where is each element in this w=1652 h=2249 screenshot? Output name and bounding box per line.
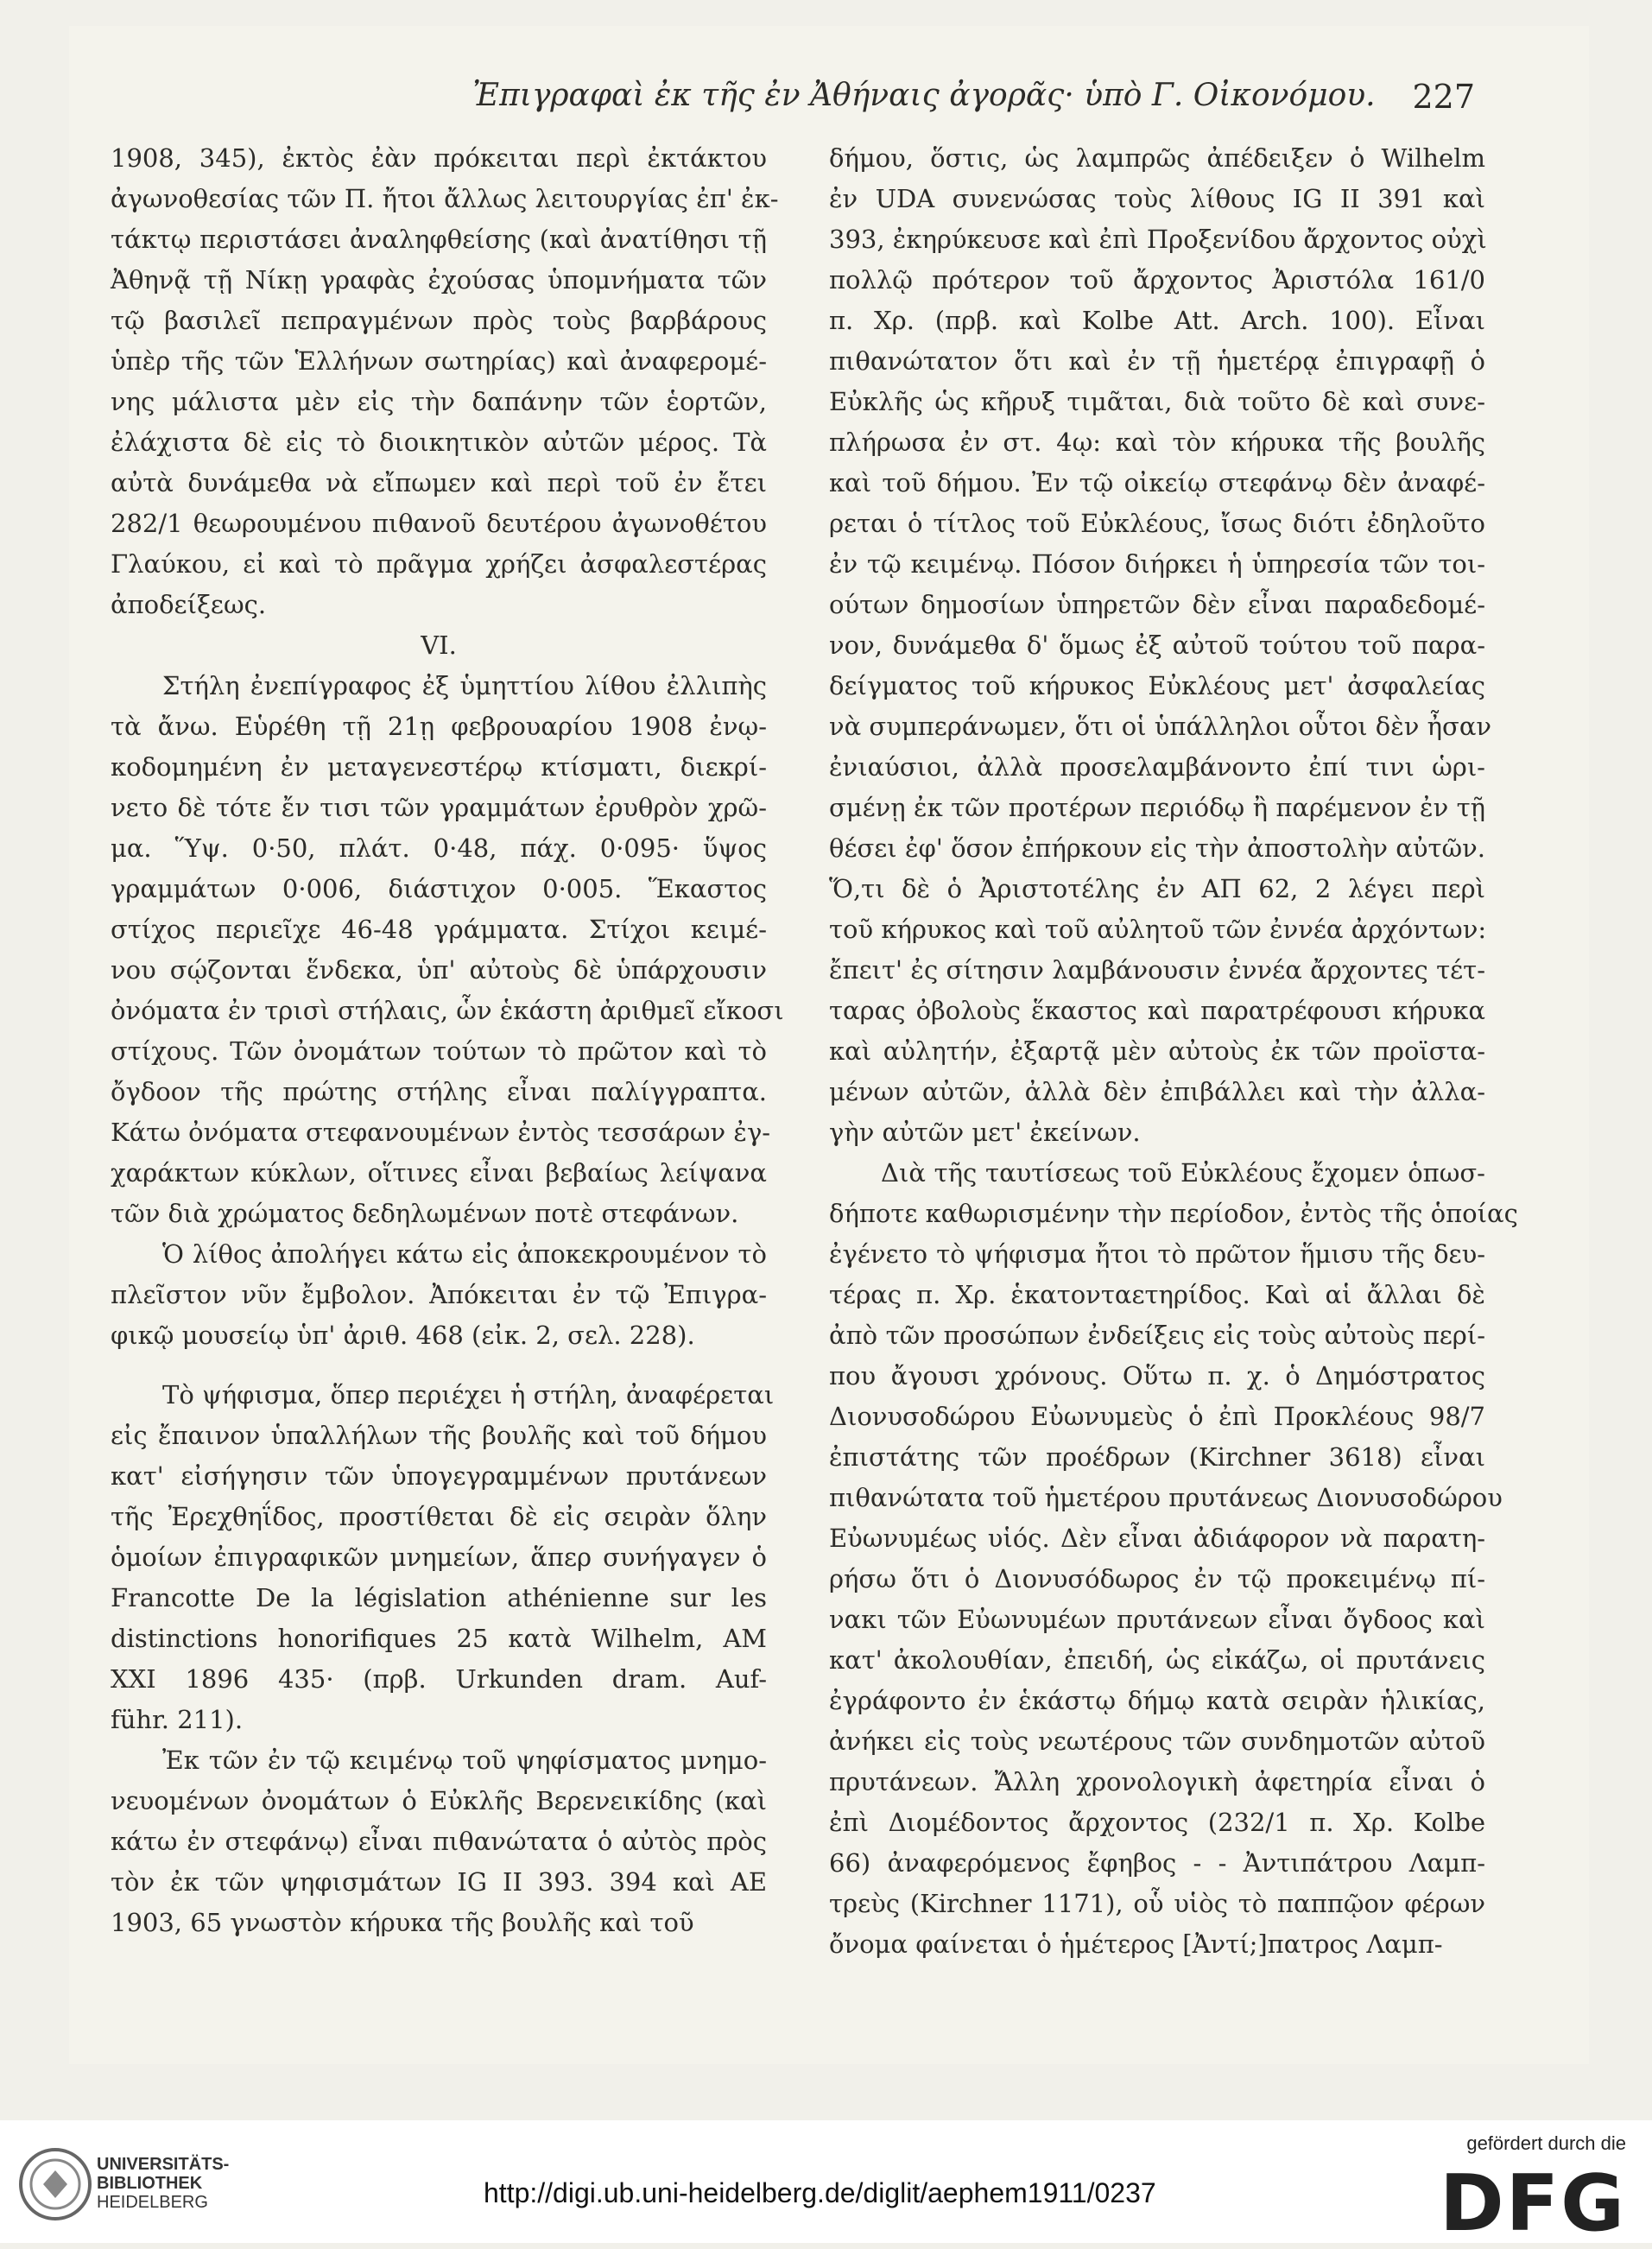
text-line: distinctions honorifiques 25 κατὰ Wilhelm, AM: [111, 1624, 767, 1653]
text-line: τοῦ κήρυκος καὶ τοῦ αὐλητοῦ τῶν ἐννέα ἀρχόντων:: [829, 915, 1487, 944]
text-line: Τὸ ψήφισμα, ὅπερ περιέχει ἡ στήλη, ἀναφέρεται: [162, 1380, 775, 1410]
text-line: ἀπὸ τῶν προσώπων ἐνδείξεις εἰς τοὺς αὐτοὺς περί-: [829, 1321, 1485, 1350]
source-url-link[interactable]: http://digi.ub.uni-heidelberg.de/diglit/aephem1911/0237: [484, 2177, 1156, 2208]
text-line: στίχος περιεῖχε 46-48 γράμματα. Στίχοι κειμέ-: [111, 915, 767, 944]
section-heading: VI.: [421, 630, 457, 660]
dfg-logo: DFG: [1439, 2158, 1626, 2249]
text-line: πολλῷ πρότερον τοῦ ἄρχοντος Ἀριστόλα 161/0: [829, 265, 1485, 295]
text-line: κοδομημένη ἐν μεταγενεστέρῳ κτίσματι, διεκρί-: [111, 752, 767, 782]
text-line: ρήσω ὅτι ὁ Διονυσόδωρος ἐν τῷ προκειμένῳ πί-: [829, 1564, 1485, 1593]
text-line: πλήρωσα ἐν στ. 4ῳ: καὶ τὸν κήρυκα τῆς βουλῆς: [829, 428, 1485, 457]
text-line: XXI 1896 435· (πρβ. Urkunden dram. Auf-: [111, 1664, 767, 1694]
text-line: τέρας π. Χρ. ἑκατονταετηρίδος. Καὶ αἱ ἄλλαι δὲ: [829, 1280, 1485, 1309]
text-line: νου σῴζονται ἕνδεκα, ὑπ' αὐτοὺς δὲ ὑπάρχουσιν: [111, 955, 767, 985]
paragraph: [829, 1153, 1518, 1965]
text-line: κατ' ἀκολουθίαν, ἐπειδή, ὡς εἰκάζω, οἱ πρυτάνεις: [829, 1645, 1485, 1675]
text-line: μα. Ὕψ. 0·50, πλάτ. 0·48, πάχ. 0·095· ὕψος: [111, 833, 767, 863]
text-line: Στήλη ἐνεπίγραφος ἐξ ὑμηττίου λίθου ἐλλιπὴς: [162, 671, 767, 700]
text-line: Εὐωνυμέως υἱός. Δὲν εἶναι ἀδιάφορον νὰ παρατη-: [829, 1524, 1485, 1553]
text-line: ἐν τῷ κειμένῳ. Πόσον διήρκει ἡ ὑπηρεσία τῶν τοι-: [829, 549, 1485, 579]
text-line: που ἄγουσι χρόνους. Οὕτω π. χ. ὁ Δημόστρατος: [829, 1361, 1485, 1391]
text-line: ὄγδοον τῆς πρώτης στήλης εἶναι παλίγγραπτα.: [111, 1077, 767, 1106]
text-line: σμένῃ ἐκ τῶν προτέρων περιόδῳ ἢ παρέμενον ἐν τῇ: [829, 793, 1485, 822]
left-column: [111, 138, 784, 1943]
text-line: καὶ τοῦ δήμου. Ἐν τῷ οἰκείῳ στεφάνῳ δὲν ἀναφέ-: [829, 468, 1485, 497]
text-line: νης μάλιστα μὲν εἰς τὴν δαπάνην τῶν ἑορτῶν,: [111, 387, 767, 416]
text-line: τῆς Ἐρεχθηΐδος, προστίθεται δὲ εἰς σειρὰν ὅλην: [111, 1502, 767, 1531]
text-line: 393, ἐκηρύκευσε καὶ ἐπὶ Προξενίδου ἄρχοντος οὐχὶ: [829, 225, 1487, 254]
text-line: ἀνήκει εἰς τοὺς νεωτέρους τῶν συνδημοτῶν αὐτοῦ: [829, 1726, 1485, 1756]
text-line: Ἐκ τῶν ἐν τῷ κειμένῳ τοῦ ψηφίσματος μνημο-: [162, 1745, 767, 1775]
text-line: Ἀθηνᾷ τῇ Νίκῃ γραφὰς ἐχούσας ὑπομνήματα τῶν: [111, 265, 767, 295]
text-line: ρεται ὁ τίτλος τοῦ Εὐκλέους, ἴσως διότι ἐδηλοῦτο: [829, 509, 1485, 538]
text-line: ὁμοίων ἐπιγραφικῶν μνημείων, ἅπερ συνήγαγεν ὁ: [111, 1543, 767, 1572]
text-line: ὑπὲρ τῆς τῶν Ἑλλήνων σωτηρίας) καὶ ἀναφερομέ-: [111, 346, 767, 376]
text-line: κατ' εἰσήγησιν τῶν ὑπογεγραμμένων πρυτάνεων: [111, 1461, 767, 1491]
text-line: χαράκτων κύκλων, οἵτινες εἶναι βεβαίως λείψανα: [111, 1158, 767, 1188]
text-line: κάτω ἐν στεφάνῳ) εἶναι πιθανώτατα ὁ αὐτὸς πρὸς: [111, 1827, 767, 1856]
text-line: ἀποδείξεως.: [111, 590, 267, 619]
text-line: ὄνομα φαίνεται ὁ ἡμέτερος [Ἀντί;]πατρος Λαμπ-: [829, 1929, 1443, 1959]
text-line: τάκτῳ περιστάσει ἀναληφθείσης (καὶ ἀνατίθησι τῇ: [111, 225, 767, 254]
text-line: εἰς ἔπαινον ὑπαλλήλων τῆς βουλῆς καὶ τοῦ δήμου: [111, 1421, 767, 1450]
text-line: τῶν διὰ χρώματος δεδηλωμένων ποτὲ στεφάνων.: [111, 1199, 739, 1228]
text-line: Εὐκλῆς ὡς κῆρυξ τιμᾶται, διὰ τοῦτο δὲ καὶ συνε-: [829, 387, 1485, 416]
paragraph: [111, 666, 784, 1234]
text-line: νετο δὲ τότε ἔν τισι τῶν γραμμάτων ἐρυθρὸν χρῶ-: [111, 793, 767, 822]
text-line: δήμου, ὅστις, ὡς λαμπρῶς ἀπέδειξεν ὁ Wilhelm: [829, 143, 1485, 173]
running-title: Ἐπιγραφαὶ ἐκ τῆς ἐν Ἀθήναις ἀγορᾶς· ὑπὸ Γ. Οἰκονόμου.: [472, 78, 1376, 113]
text-line: αὐτὰ δυνάμεθα νὰ εἴπωμεν καὶ περὶ τοῦ ἐν ἔτει: [111, 468, 767, 497]
sponsor-text: gefördert durch die: [1466, 2132, 1626, 2154]
text-line: Ὁ λίθος ἀπολήγει κάτω εἰς ἀποκεκρουμένον τὸ: [162, 1239, 767, 1269]
text-line: γραμμάτων 0·006, διάστιχον 0·005. Ἕκαστος: [111, 874, 767, 903]
text-line: π. Χρ. (πρβ. καὶ Kolbe Att. Arch. 100). Εἶναι: [829, 306, 1485, 335]
text-line: ἐγένετο τὸ ψήφισμα ἤτοι τὸ πρῶτον ἥμισυ τῆς δευ-: [829, 1239, 1485, 1269]
text-line: 1908, 345), ἐκτὸς ἐὰν πρόκειται περὶ ἐκτάκτου: [111, 143, 767, 173]
paragraph: [829, 138, 1492, 1153]
right-column: [829, 138, 1518, 1965]
text-line: γὴν αὐτῶν μετ' ἐκείνων.: [829, 1118, 1141, 1147]
text-line: τὸν ἐκ τῶν ψηφισμάτων IG II 393. 394 καὶ ΑΕ: [111, 1867, 767, 1897]
text-line: τὰ ἄνω. Εὑρέθη τῇ 21ῃ φεβρουαρίου 1908 ἐνῳ-: [111, 712, 767, 741]
text-line: ἔπειτ' ἐς σίτησιν λαμβάνουσιν ἐννέα ἄρχοντες τέτ-: [829, 955, 1485, 985]
library-line: HEIDELBERG: [97, 2193, 208, 2212]
footer-bar: [0, 2120, 1652, 2249]
paragraph: [111, 1234, 767, 1356]
library-name: [97, 2155, 229, 2212]
text-line: Ὅ,τι δὲ ὁ Ἀριστοτέλης ἐν ΑΠ 62, 2 λέγει περὶ: [829, 874, 1485, 903]
text-line: πιθανώτατα τοῦ ἡμετέρου πρυτάνεως Διονυσοδώρου: [829, 1483, 1503, 1512]
text-line: νευομένων ὀνομάτων ὁ Εὐκλῆς Βερενεικίδης (καὶ: [111, 1786, 767, 1815]
text-line: πλεῖστον νῦν ἔμβολον. Ἀπόκειται ἐν τῷ Ἐπιγρα-: [111, 1280, 767, 1309]
text-line: τρεὺς (Kirchner 1171), οὗ υἱὸς τὸ παππῷον φέρων: [829, 1889, 1485, 1918]
text-line: 66) ἀναφερόμενος ἔφηβος - - Ἀντιπάτρου Λαμπ-: [829, 1848, 1485, 1878]
text-line: führ. 211).: [111, 1705, 244, 1734]
text-line: πιθανώτατον ὅτι καὶ ἐν τῇ ἡμετέρᾳ ἐπιγραφῇ ὁ: [829, 346, 1485, 376]
text-line: νον, δυνάμεθα δ' ὅμως ἐξ αὐτοῦ τούτου τοῦ παρα-: [829, 630, 1485, 660]
text-line: Διὰ τῆς ταυτίσεως τοῦ Εὐκλέους ἔχομεν ὁπωσ-: [881, 1158, 1485, 1188]
library-line: UNIVERSITÄTS-: [97, 2155, 230, 2174]
text-line: θέσει ἐφ' ὅσον ἐπήρκουν εἰς τὴν ἀποστολὴν αὐτῶν.: [829, 833, 1485, 863]
text-line: ἐν UDA συνενώσας τοὺς λίθους IG II 391 καὶ: [829, 184, 1485, 213]
text-line: καὶ αὐλητήν, ἐξαρτᾷ μὲν αὐτοὺς ἐκ τῶν προϊστα-: [829, 1036, 1485, 1066]
text-line: νακι τῶν Εὐωνυμέων πρυτάνεων εἶναι ὄγδοος καὶ: [829, 1605, 1485, 1634]
text-line: στίχους. Τῶν ὀνομάτων τούτων τὸ πρῶτον καὶ τὸ: [111, 1036, 767, 1066]
text-line: νὰ συμπεράνωμεν, ὅτι οἱ ὑπάλληλοι οὗτοι δὲν ἦσαν: [829, 712, 1492, 741]
text-line: Διονυσοδώρου Εὐωνυμεὺς ὁ ἐπὶ Προκλέους 98/7: [829, 1402, 1485, 1431]
text-line: ἀγωνοθεσίας τῶν Π. ἤτοι ἄλλως λειτουργίας ἐπ' ἐκ-: [111, 184, 779, 213]
text-line: ἐλάχιστα δὲ εἰς τὸ διοικητικὸν αὐτῶν μέρος. Τὰ: [111, 428, 767, 457]
page-number: 227: [1412, 78, 1475, 116]
text-line: ἐπιστάτης τῶν προέδρων (Kirchner 3618) εἶναι: [829, 1442, 1485, 1472]
paragraph: [111, 138, 779, 625]
text-line: ἐνιαύσιοι, ἀλλὰ προσελαμβάνοντο ἐπί τινι ὡρι-: [829, 752, 1485, 782]
text-line: Κάτω ὀνόματα στεφανουμένων ἐντὸς τεσσάρων ἐγ-: [111, 1118, 771, 1147]
text-line: Francotte De la législation athénienne sur les: [111, 1583, 767, 1612]
text-line: πρυτάνεων. Ἄλλη χρονολογικὴ ἀφετηρία εἶναι ὁ: [829, 1767, 1485, 1796]
university-seal-icon: [17, 2146, 93, 2222]
text-line: μένων αὐτῶν, ἀλλὰ δὲν ἐπιβάλλει καὶ τὴν ἀλλα-: [829, 1077, 1485, 1106]
text-line: δήποτε καθωρισμένην τὴν περίοδον, ἐντὸς τῆς ὁποίας: [829, 1199, 1518, 1228]
text-line: ούτων δημοσίων ὑπηρετῶν δὲν εἶναι παραδεδομέ-: [829, 590, 1485, 619]
text-line: ὀνόματα ἐν τρισὶ στήλαις, ὧν ἑκάστη ἀριθμεῖ εἴκοσι: [111, 996, 784, 1025]
text-line: δείγματος τοῦ κήρυκος Εὐκλέους μετ' ἀσφαλείας: [829, 671, 1485, 700]
text-line: 1903, 65 γνωστὸν κήρυκα τῆς βουλῆς καὶ τοῦ: [111, 1908, 694, 1937]
text-line: φικῷ μουσείῳ ὑπ' ἀριθ. 468 (εἰκ. 2, σελ. 228).: [111, 1321, 695, 1350]
text-line: ἐπὶ Διομέδοντος ἄρχοντος (232/1 π. Χρ. Kolbe: [829, 1808, 1485, 1837]
text-line: ἐγράφοντο ἐν ἑκάστῳ δήμῳ κατὰ σειρὰν ἡλικίας,: [829, 1686, 1485, 1715]
text-line: Γλαύκου, εἰ καὶ τὸ πρᾶγμα χρήζει ἀσφαλεστέρας: [111, 549, 767, 579]
library-line: BIBLIOTHEK: [97, 2174, 203, 2193]
text-line: τῷ βασιλεῖ πεπραγμένων πρὸς τοὺς βαρβάρους: [111, 306, 767, 335]
text-line: ταρας ὀβολοὺς ἕκαστος καὶ παρατρέφουσι κήρυκα: [829, 996, 1485, 1025]
text-line: 282/1 θεωρουμένου πιθανοῦ δευτέρου ἀγωνοθέτου: [111, 509, 767, 538]
paragraph: [111, 1740, 767, 1943]
paragraph: [111, 1375, 775, 1740]
